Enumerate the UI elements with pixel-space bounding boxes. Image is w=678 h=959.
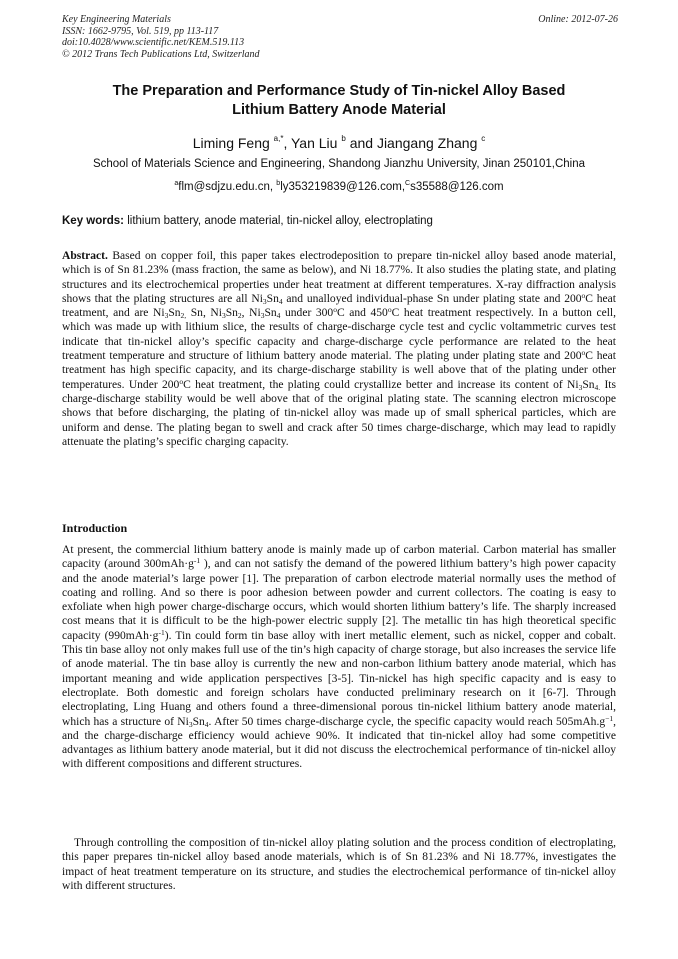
paper-title: [62, 82, 616, 120]
abstract-label: Abstract.: [62, 250, 108, 262]
author-name: Yan Liu: [291, 135, 338, 151]
keywords-label: Key words:: [62, 215, 124, 227]
keywords-text: lithium battery, anode material, tin-nickel alloy, electroplating: [127, 215, 433, 227]
email-address[interactable]: flm@sdjzu.edu.cn,: [178, 181, 274, 193]
journal-name: Key Engineering Materials: [62, 14, 171, 25]
keywords: [62, 214, 616, 228]
email-list: [62, 177, 616, 194]
journal-header: [62, 14, 618, 60]
online-date: Online: 2012-07-26: [538, 14, 618, 25]
author-name: Liming Feng: [192, 135, 270, 151]
doi-line: doi:10.4028/www.scientific.net/KEM.519.113: [62, 37, 245, 48]
author-name: Jiangang Zhang: [376, 135, 478, 151]
author-affil-marker: c: [481, 134, 486, 143]
email-marker: b: [276, 180, 281, 187]
introduction-paragraph-1: At present, the commercial lithium battery anode is mainly made up of carbon material. Carbon material has smaller capacity (around $300mAh\cdot g^{-1}$ ), and can not satisfy the demand of the powered lithium battery’s high power capacity and the anode material’s large power [1]. The preparation of carbon electrode material normally uses the method of coating and rolling. And so there is poor adhesion between powder and current collectors. The coating is easy to exfoliate when high power charge-discharge occurs, which would shorten lithium battery’s life. The sharply increased cost means that it is difficult to be the high-power electric supply [2]. The metallic tin has high theoretical specific capacity $(990mAh\cdot g^{-1})$. Tin could form tin base alloy with inert metallic element, such as nickel, copper and cobalt. This tin base alloy not only makes full use of the tin’s high capacity of charge storage, but also increases the service life of anode material. The tin base alloy is currently the new and non-carbon lithium battery anode material, which has important meaning and wide application perspectives [3-5]. Tin-nickel has high specific capacity and is easy to electroplate. Both domestic and foreign scholars have conducted preliminary research on it [6-7]. Through electroplating, Ling Huang and others found a three-dimensional porous tin-nickel lithium battery anode material, which has a structure of $Ni_3Sn_4$. After 50 times charge-discharge cycle, the specific capacity would reach $505mAh.g^{-1}$, and the charge-discharge efficiency would achieve 90%. It indicated that tin-nickel alloy had some competitive advantages as lithium battery anode material, but it did not discuss the electrochemical performance of tin-nickel alloy with different compositions and different structures.: [62, 544, 616, 771]
email-address[interactable]: ly353219839@126.com,: [280, 181, 406, 193]
copyright-line: © 2012 Trans Tech Publications Ltd, Switzerland: [62, 48, 260, 60]
author-conjunction: and: [349, 135, 374, 151]
issn-line: ISSN: 1662-9795, Vol. 519, pp 113-117: [62, 25, 219, 37]
author-list: Liming Feng $^{a,*}$, Yan Liu $^b$ and Jiangang Zhang $^c$: [192, 134, 486, 151]
abstract-paragraph: Abstract. Based on copper foil, this paper takes electrodeposition to prepare tin-nickel alloy based anode material, which is of Sn 81.23% (mass fraction, the same as below), and Ni 18.77%. It also studies the plating state, and plating structures and its electrochemical properties under heat treatment at different temperatures. X-ray diffraction analysis shows that the plating structures are all $Ni_3Sn_4$ and unalloyed individual-phase Sn under plating state and 200$^o$C heat treatment, and are $Ni_3Sn_{2,}$ Sn, $Ni_3Sn_2$, $Ni_3Sn_4$ under 300$^o$C and 450$^o$C heat treatment respectively. In a button cell, which was made up with lithium slice, the results of charge-discharge cycle test and cyclic voltammetric curves test indicate that tin-nickel alloy’s specific capacity and charge-discharge cycle performance are related to the heat treatment temperature and structure of lithium battery anode material. The plating under plating state and 200$^o$C heat treatment has high specific capacity, and its charge-discharge stability is well above that of the plating under other temperatures. Under 200$^o$C heat treatment, the plating could crystallize better and increase its content of $Ni_3Sn_{4.}$ Its charge-discharge stability would be well above that of the original plating state. The scanning electron microscope shows that before discharging, the plating of tin-nickel alloy was made up of small spherical particles, which are uniform and dense. The plating began to swell and crack after 50 times charge-discharge, which may lead to rapidly attenuate the plating’s specific charging capacity.: [62, 250, 617, 448]
title-line-1: The Preparation and Performance Study of Tin-nickel Alloy Based: [112, 83, 566, 99]
author-affil-marker: b: [341, 134, 346, 143]
affiliation: School of Materials Science and Engineering, Shandong Jianzhu University, Jinan 250101,China: [92, 158, 586, 170]
email-marker: a: [174, 180, 179, 187]
email-marker: C: [405, 180, 411, 187]
author-affil-marker: a,*: [273, 134, 284, 143]
email-address[interactable]: s35588@126.com: [410, 181, 504, 193]
section-heading-introduction: Introduction: [62, 521, 128, 535]
introduction-paragraph-2: Through controlling the composition of tin-nickel alloy plating solution and the process condition of electroplating, this paper prepares tin-nickel alloy based anode materials, which is of Sn 81.23% and Ni 18.77%, investigates the impact of heat treatment temperature on its structure, and studies the electrochemical performance of tin-nickel alloy with different structures.: [62, 837, 616, 892]
title-line-2: Lithium Battery Anode Material: [232, 102, 446, 118]
